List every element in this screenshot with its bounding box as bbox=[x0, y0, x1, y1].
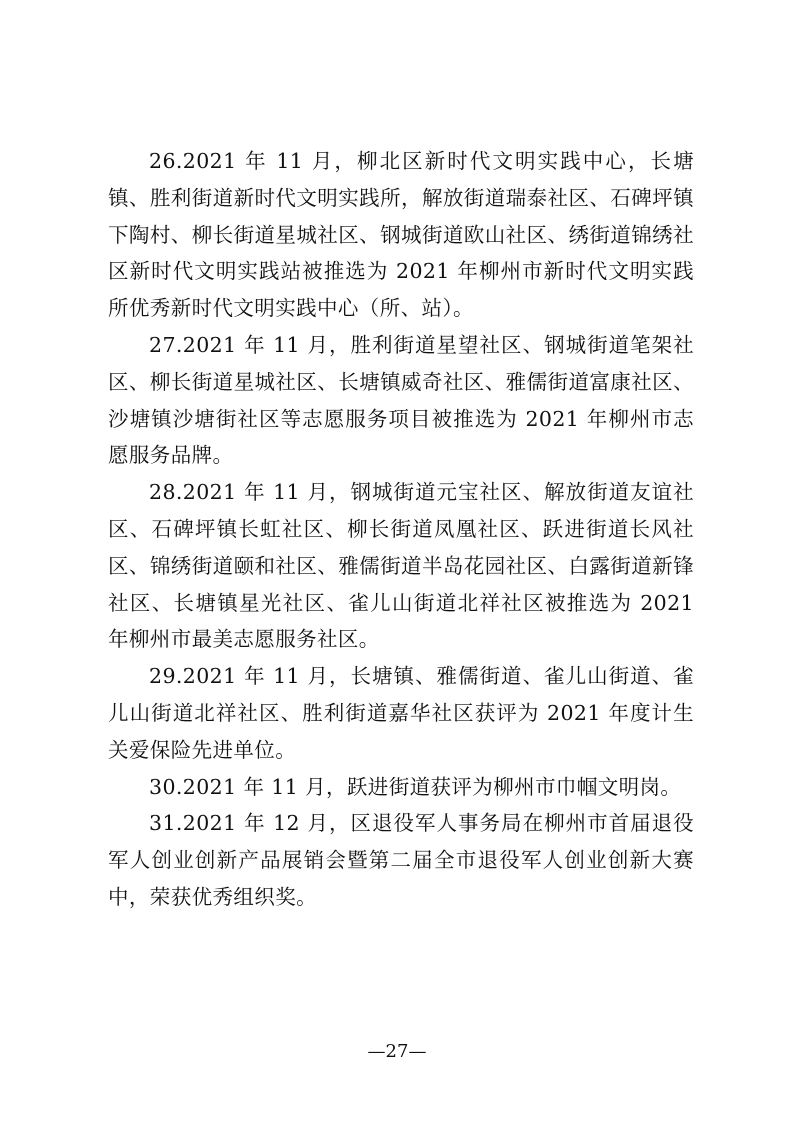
page-body bbox=[108, 143, 694, 916]
paragraph-30: 30.2021 年 11 月，跃进街道获评为柳州市巾帼文明岗。 bbox=[149, 774, 682, 799]
paragraph-29: 29.2021 年 11 月，长塘镇、雅儒街道、雀儿山街道、雀儿山街道北祥社区、胜利街道嘉华社区获评为 2021 年度计生关爱保险先进单位。 bbox=[108, 664, 694, 762]
paragraph-26: 26.2021 年 11 月，柳北区新时代文明实践中心，长塘镇、胜利街道新时代文明实践所，解放街道瑞泰社区、石碑坪镇下陶村、柳长街道星城社区、钢城街道欧山社区、绣街道锦绣社区新时代文明实践站被推选为 2021 年柳州市新时代文明实践所优秀新时代文明实践中心（所、站）。 bbox=[108, 149, 694, 321]
paragraph-27: 27.2021 年 11 月，胜利街道星望社区、钢城街道笔架社区、柳长街道星城社区、长塘镇威奇社区、雅儒街道富康社区、沙塘镇沙塘街社区等志愿服务项目被推选为 2021 年柳州市志愿服务品牌。 bbox=[108, 332, 694, 468]
paragraph-31: 31.2021 年 12 月，区退役军人事务局在柳州市首届退役军人创业创新产品展销会暨第二届全市退役军人创业创新大赛中，荣获优秀组织奖。 bbox=[108, 811, 694, 909]
page-number: —27— bbox=[367, 1041, 427, 1062]
paragraph-28: 28.2021 年 11 月，钢城街道元宝社区、解放街道友谊社区、石碑坪镇长虹社区、柳长街道凤凰社区、跃进街道长风社区、锦绣街道颐和社区、雅儒街道半岛花园社区、白露街道新锋社区、长塘镇星光社区、雀儿山街道北祥社区被推选为 2021 年柳州市最美志愿服务社区。 bbox=[108, 480, 694, 652]
